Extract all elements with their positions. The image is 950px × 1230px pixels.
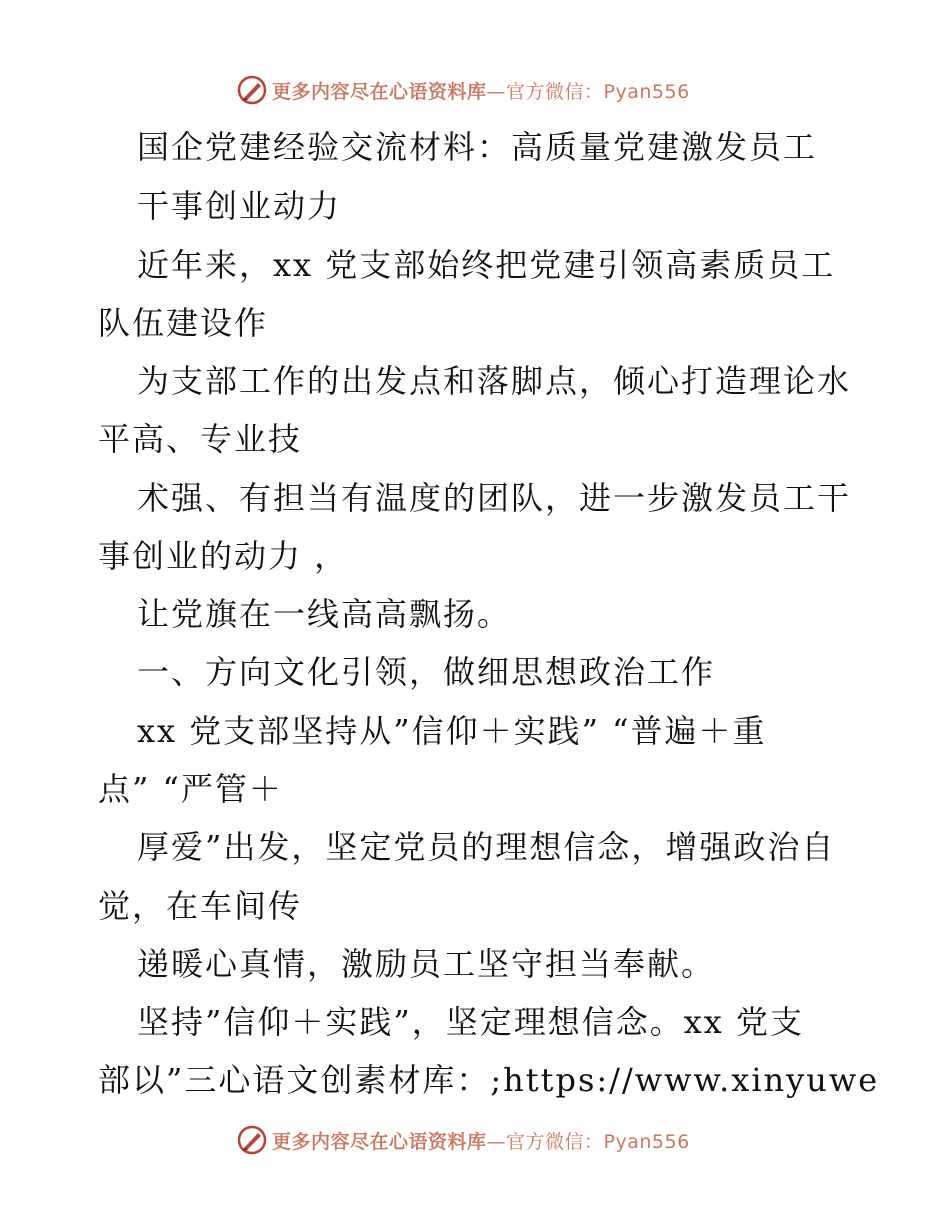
doc-line: 点” “严管＋ xyxy=(98,770,283,808)
brush-pen-logo-icon xyxy=(236,1124,268,1156)
watermark-contact: 官方微信：Pyan556 xyxy=(506,80,690,103)
doc-line-title-1: 国企党建经验交流材料：高质量党建激发员工 xyxy=(137,128,818,166)
doc-line: 递暖心真情，激励员工坚守担当奉献。 xyxy=(137,945,716,983)
doc-line: 为支部工作的出发点和落脚点，倾心打造理论水 xyxy=(137,362,852,400)
doc-line: 近年来，xx 党支部始终把党建引领高素质员工 xyxy=(137,246,836,284)
watermark-dash: — xyxy=(486,80,507,103)
watermark-contact: 官方微信：Pyan556 xyxy=(506,1130,690,1153)
watermark-banner-bottom xyxy=(236,1120,756,1160)
watermark-main: 更多内容尽在心语资料库 xyxy=(272,1130,487,1153)
doc-line: 事创业的动力 ， xyxy=(98,537,349,575)
watermark-text xyxy=(272,1127,690,1154)
doc-line: 平高、专业技 xyxy=(98,420,303,458)
doc-line: 部以”三心语文创素材库：;https://www.xinyuwe xyxy=(98,1061,880,1099)
doc-line: 让党旗在一线高高飘扬。 xyxy=(137,595,512,633)
doc-line: 厚爱”出发，坚定党员的理想信念，增强政治自 xyxy=(137,828,836,866)
doc-line: 觉，在车间传 xyxy=(98,887,303,925)
doc-line: xx 党支部坚持从”信仰＋实践” “普遍＋重 xyxy=(137,712,767,750)
watermark-dash: — xyxy=(486,1130,507,1153)
doc-heading-section-1: 一、方向文化引领，做细思想政治工作 xyxy=(137,653,716,691)
doc-line: 队伍建设作 xyxy=(98,304,269,342)
watermark-main: 更多内容尽在心语资料库 xyxy=(272,80,487,103)
doc-line-title-2: 干事创业动力 xyxy=(137,187,342,225)
doc-line: 术强、有担当有温度的团队，进一步激发员工干 xyxy=(137,479,852,517)
doc-line: 坚持”信仰＋实践”，坚定理想信念。xx 党支 xyxy=(137,1003,804,1041)
